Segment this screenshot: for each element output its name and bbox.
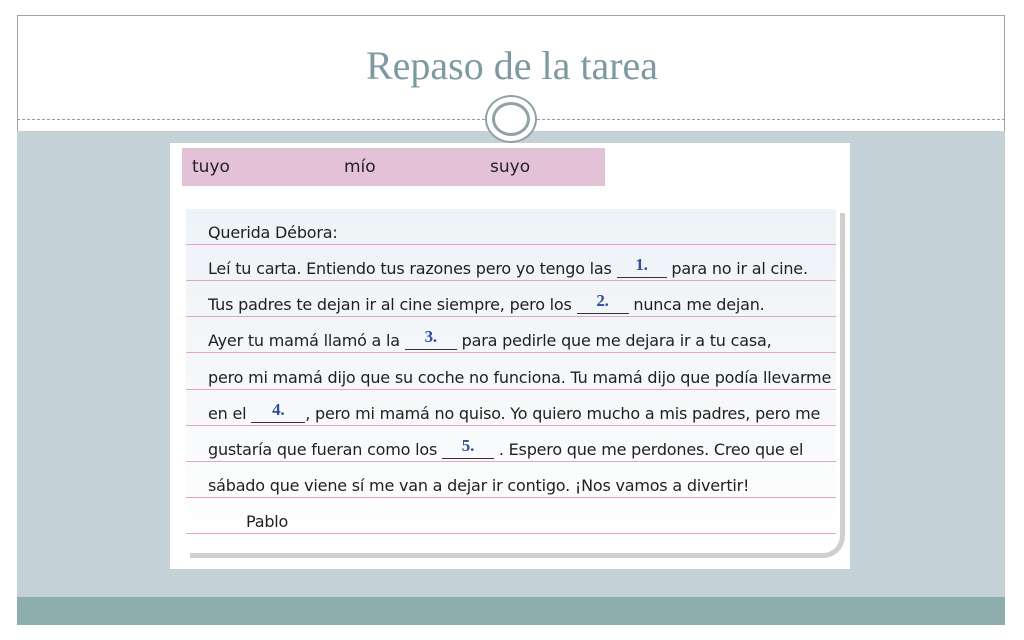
letter-signature: Pablo bbox=[246, 512, 289, 531]
blank-number: 2. bbox=[596, 291, 609, 310]
answer-blank bbox=[442, 436, 494, 459]
ruled-line bbox=[186, 352, 836, 353]
ruled-line bbox=[186, 425, 836, 426]
letter-text: . Espero que me perdones. Creo que el bbox=[493, 440, 804, 459]
letter-line bbox=[208, 400, 821, 423]
letter-line bbox=[208, 476, 749, 495]
slide-title: Repaso de la tarea bbox=[365, 43, 659, 88]
letter-text: para pedirle que me dejara ir a tu casa, bbox=[456, 331, 772, 350]
answer-blank bbox=[251, 400, 305, 423]
letter-line bbox=[208, 291, 765, 314]
circle-ornament-icon bbox=[485, 95, 537, 143]
letter-text: nunca me dejan. bbox=[628, 295, 765, 314]
blank-number: 3. bbox=[424, 327, 437, 346]
word-bank-item: mío bbox=[344, 157, 376, 177]
ruled-line bbox=[186, 280, 836, 281]
letter-text: gustaría que fueran como los bbox=[208, 440, 442, 459]
letter-line bbox=[208, 327, 772, 350]
letter-greeting: Querida Débora: bbox=[208, 223, 338, 242]
word-bank-item: tuyo bbox=[192, 157, 230, 177]
letter-text: para no ir al cine. bbox=[666, 259, 808, 278]
ruled-line bbox=[186, 461, 836, 462]
blank-number: 4. bbox=[272, 400, 285, 419]
ruled-line bbox=[186, 497, 836, 498]
letter-line bbox=[208, 255, 808, 278]
letter-text: Ayer tu mamá llamó a la bbox=[208, 331, 405, 350]
ruled-line bbox=[186, 533, 836, 534]
textbook-exercise-image bbox=[170, 143, 850, 569]
answer-blank bbox=[617, 255, 667, 278]
letter-text: en el bbox=[208, 404, 252, 423]
letter-card bbox=[186, 209, 836, 549]
letter-line bbox=[208, 436, 804, 459]
letter-text: Tus padres te dejan ir al cine siempre, pero los bbox=[208, 295, 577, 314]
blank-number: 5. bbox=[461, 436, 475, 455]
ruled-line bbox=[186, 389, 836, 390]
answer-blank bbox=[405, 327, 457, 350]
answer-blank bbox=[577, 291, 629, 314]
word-bank-item: suyo bbox=[490, 157, 531, 177]
letter-text: , pero mi mamá no quiso. Yo quiero mucho a mis padres, pero me bbox=[305, 404, 821, 423]
ruled-line bbox=[186, 316, 836, 317]
word-bank bbox=[182, 148, 605, 186]
letter-text: pero mi mamá dijo que su coche no funciona. Tu mamá dijo que podía llevarme bbox=[208, 368, 832, 387]
blank-number: 1. bbox=[635, 255, 648, 274]
letter-text: sábado que viene sí me van a dejar ir contigo. ¡Nos vamos a divertir! bbox=[208, 476, 750, 495]
footer-bar bbox=[17, 597, 1005, 625]
ruled-line bbox=[186, 244, 836, 245]
letter-text: Leí tu carta. Entiendo tus razones pero yo tengo las bbox=[208, 259, 617, 278]
letter-line bbox=[208, 368, 831, 387]
